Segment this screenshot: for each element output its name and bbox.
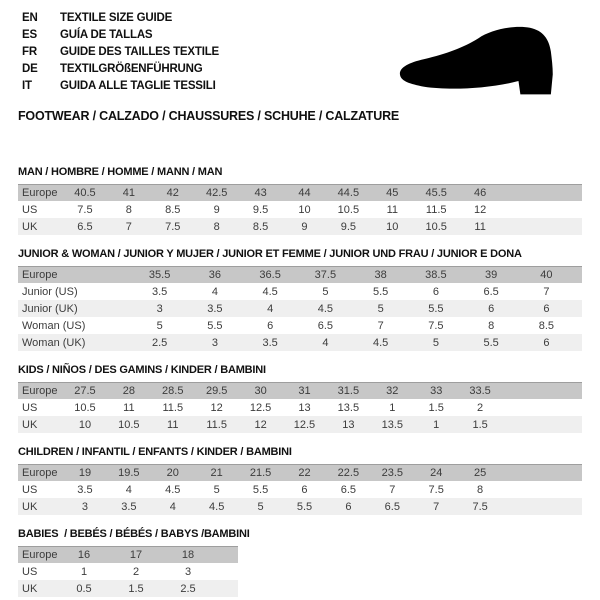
table-row xyxy=(18,382,582,399)
size-cell: 10.5 xyxy=(74,401,96,414)
size-cell: 3 xyxy=(211,336,218,349)
size-cell: 27.5 xyxy=(74,385,96,397)
size-cell: 13.5 xyxy=(381,418,403,431)
size-cell: 33 xyxy=(430,385,443,397)
size-cell: 4 xyxy=(169,500,176,513)
size-cell: 9 xyxy=(301,220,308,233)
language-row xyxy=(22,43,219,60)
size-cell: 19.5 xyxy=(118,467,140,479)
row-label: US xyxy=(22,565,38,578)
size-cell: 5 xyxy=(322,285,329,298)
language-label: GUIDA ALLE TAGLIE TESSILI xyxy=(60,79,216,92)
row-label: Europe xyxy=(22,467,58,479)
size-cell: 36 xyxy=(208,269,221,281)
size-cell: 31.5 xyxy=(337,385,360,397)
size-cell: 5.5 xyxy=(252,483,269,496)
size-cell: 7 xyxy=(377,319,384,332)
language-code: EN xyxy=(22,11,38,24)
size-cell: 6 xyxy=(543,336,550,349)
size-cell: 30 xyxy=(254,385,267,397)
size-cell: 40 xyxy=(540,269,553,281)
category-line: FOOTWEAR / CALZADO / CHAUSSURES / SCHUHE / CALZATURE xyxy=(18,109,400,123)
size-cell: 4.5 xyxy=(372,336,389,349)
row-label: UK xyxy=(22,500,38,513)
size-cell: 28 xyxy=(122,385,135,397)
size-cell: 5.5 xyxy=(372,285,389,298)
table-row xyxy=(18,201,582,218)
size-cell: 21 xyxy=(210,467,223,479)
size-cell: 3 xyxy=(156,302,163,315)
size-cell: 33.5 xyxy=(469,385,491,397)
size-cell: 9.5 xyxy=(252,203,269,216)
size-cell: 6.5 xyxy=(384,500,400,513)
size-table xyxy=(18,266,582,351)
size-table xyxy=(18,184,582,235)
size-cell: 3.5 xyxy=(262,336,278,349)
size-cell: 1.5 xyxy=(472,418,488,431)
row-label: UK xyxy=(22,418,38,431)
size-cell: 8.5 xyxy=(252,220,269,233)
size-cell: 5 xyxy=(257,500,264,513)
size-cell: 44 xyxy=(298,187,311,199)
size-cell: 28.5 xyxy=(162,385,184,397)
size-table-title: BABIES / BEBÉS / BÉBÉS / BABYS /BAMBINI xyxy=(18,528,250,540)
size-cell: 6 xyxy=(301,483,308,496)
size-cell: 29.5 xyxy=(205,385,228,397)
size-cell: 5 xyxy=(377,302,384,315)
size-cell: 5 xyxy=(156,319,163,332)
size-cell: 38.5 xyxy=(425,269,447,281)
size-cell: 4 xyxy=(267,302,274,315)
size-cell: 6.5 xyxy=(340,483,357,496)
size-cell: 44.5 xyxy=(337,187,360,199)
size-table xyxy=(18,464,582,515)
size-table-title: CHILDREN / INFANTIL / ENFANTS / KINDER / BAMBINI xyxy=(18,446,292,458)
size-cell: 41 xyxy=(122,187,135,199)
size-cell: 7 xyxy=(125,220,132,233)
size-cell: 11.5 xyxy=(425,203,447,216)
size-cell: 16 xyxy=(77,549,91,561)
size-cell: 4 xyxy=(322,336,329,349)
size-cell: 17 xyxy=(129,549,143,561)
size-cell: 6 xyxy=(488,302,495,315)
size-cell: 11 xyxy=(123,401,135,414)
size-cell: 11.5 xyxy=(162,401,184,414)
size-cell: 46 xyxy=(473,187,487,199)
table-row xyxy=(18,300,582,317)
size-cell: 38 xyxy=(374,269,387,281)
table-row xyxy=(18,218,582,235)
language-code: FR xyxy=(22,45,37,58)
size-cell: 8 xyxy=(125,203,132,216)
language-code: DE xyxy=(22,62,38,75)
size-cell: 37.5 xyxy=(314,269,337,281)
size-cell: 12 xyxy=(254,418,267,431)
language-list xyxy=(22,9,219,94)
table-row xyxy=(18,399,582,416)
language-code: IT xyxy=(22,79,32,92)
size-cell: 32 xyxy=(386,385,399,397)
size-cell: 20 xyxy=(166,467,179,479)
size-tables xyxy=(18,166,582,597)
row-label: US xyxy=(22,401,38,414)
row-label: US xyxy=(22,483,38,496)
row-label: Junior (UK) xyxy=(22,302,78,315)
size-cell: 6.5 xyxy=(77,220,93,233)
size-cell: 6.5 xyxy=(483,285,499,298)
table-row xyxy=(18,481,582,498)
size-cell: 13.5 xyxy=(337,401,360,414)
size-cell: 12.5 xyxy=(249,401,272,414)
size-cell: 42 xyxy=(166,187,179,199)
row-label: UK xyxy=(22,582,38,595)
language-label: GUIDE DES TAILLES TEXTILE xyxy=(60,45,219,58)
row-label: Europe xyxy=(22,269,58,281)
language-row xyxy=(22,9,219,26)
size-cell: 7.5 xyxy=(77,203,93,216)
size-cell: 13 xyxy=(342,418,355,431)
size-cell: 5.5 xyxy=(296,500,313,513)
size-cell: 42.5 xyxy=(205,187,228,199)
size-table-section-babies xyxy=(18,528,582,597)
size-cell: 39 xyxy=(485,269,498,281)
size-cell: 4 xyxy=(211,285,218,298)
size-cell: 21.5 xyxy=(249,467,272,479)
size-cell: 10.5 xyxy=(337,203,360,216)
row-label: Woman (US) xyxy=(22,319,86,332)
language-row xyxy=(22,26,219,43)
size-cell: 8 xyxy=(488,319,495,332)
table-row xyxy=(18,464,582,481)
table-row xyxy=(18,184,582,201)
size-cell: 6.5 xyxy=(317,319,334,332)
size-cell: 12.5 xyxy=(293,418,316,431)
size-cell: 6 xyxy=(345,500,352,513)
size-cell: 40.5 xyxy=(74,187,96,199)
size-cell: 6 xyxy=(432,285,439,298)
size-cell: 25 xyxy=(473,467,487,479)
size-cell: 5 xyxy=(432,336,439,349)
size-cell: 3.5 xyxy=(151,285,168,298)
size-cell: 6 xyxy=(267,319,274,332)
size-table-title: KIDS / NIÑOS / DES GAMINS / KINDER / BAMBINI xyxy=(18,364,266,376)
size-table-section-kids xyxy=(18,364,582,433)
size-cell: 1.5 xyxy=(428,401,444,414)
size-cell: 18 xyxy=(181,549,195,561)
size-cell: 3.5 xyxy=(121,500,137,513)
size-cell: 4.5 xyxy=(165,483,181,496)
size-cell: 3 xyxy=(81,500,89,513)
size-cell: 4.5 xyxy=(317,302,334,315)
size-cell: 5.5 xyxy=(207,319,223,332)
language-label: GUÍA DE TALLAS xyxy=(60,28,153,41)
size-cell: 7.5 xyxy=(428,483,444,496)
row-label: US xyxy=(22,203,38,216)
size-cell: 36.5 xyxy=(259,269,281,281)
size-table-section-children xyxy=(18,446,582,515)
size-table-title: JUNIOR & WOMAN / JUNIOR Y MUJER / JUNIOR ET FEMME / JUNIOR UND FRAU / JUNIOR E DONA xyxy=(18,248,522,260)
row-label: Europe xyxy=(22,385,58,397)
size-cell: 2.5 xyxy=(151,336,168,349)
size-cell: 22 xyxy=(298,467,311,479)
size-table xyxy=(18,546,238,597)
size-cell: 10.5 xyxy=(425,220,447,233)
row-label: UK xyxy=(22,220,38,233)
size-cell: 4.5 xyxy=(209,500,225,513)
table-row xyxy=(18,580,238,597)
size-cell: 11 xyxy=(167,418,179,431)
size-cell: 2 xyxy=(132,565,140,578)
size-cell: 11 xyxy=(474,220,486,233)
size-cell: 6 xyxy=(543,302,550,315)
size-cell: 1 xyxy=(389,401,396,414)
row-label: Europe xyxy=(22,187,58,199)
shoe-icon xyxy=(392,22,584,102)
row-label: Europe xyxy=(22,549,58,561)
size-cell: 1.5 xyxy=(128,582,144,595)
size-cell: 8 xyxy=(477,483,484,496)
size-cell: 3.5 xyxy=(77,483,93,496)
size-cell: 24 xyxy=(430,467,443,479)
size-cell: 8.5 xyxy=(538,319,555,332)
size-cell: 13 xyxy=(298,401,311,414)
size-cell: 0.5 xyxy=(76,582,92,595)
size-table xyxy=(18,382,582,433)
size-cell: 43 xyxy=(254,187,267,199)
size-cell: 45 xyxy=(386,187,399,199)
size-cell: 4.5 xyxy=(262,285,278,298)
size-cell: 10 xyxy=(78,418,92,431)
size-cell: 3 xyxy=(184,565,192,578)
size-cell: 9 xyxy=(213,203,220,216)
size-cell: 45.5 xyxy=(425,187,447,199)
size-cell: 7 xyxy=(433,500,440,513)
size-cell: 10.5 xyxy=(118,418,140,431)
size-cell: 7 xyxy=(389,483,396,496)
language-code: ES xyxy=(22,28,37,41)
row-label: Junior (US) xyxy=(22,285,78,298)
size-cell: 23.5 xyxy=(381,467,403,479)
size-cell: 9.5 xyxy=(340,220,357,233)
size-cell: 5 xyxy=(213,483,220,496)
size-cell: 7.5 xyxy=(165,220,181,233)
size-cell: 11 xyxy=(386,203,398,216)
size-cell: 2.5 xyxy=(180,582,196,595)
row-label: Woman (UK) xyxy=(22,336,86,349)
size-cell: 4 xyxy=(125,483,132,496)
size-cell: 19 xyxy=(78,467,92,479)
table-row xyxy=(18,416,582,433)
language-row xyxy=(22,77,219,94)
language-row xyxy=(22,60,219,77)
size-cell: 5.5 xyxy=(483,336,499,349)
size-table-section-junior-woman xyxy=(18,248,582,351)
table-row xyxy=(18,563,238,580)
size-cell: 31 xyxy=(298,385,311,397)
size-cell: 12 xyxy=(210,401,223,414)
size-cell: 2 xyxy=(477,401,484,414)
size-cell: 35.5 xyxy=(148,269,171,281)
size-cell: 3.5 xyxy=(207,302,223,315)
size-table-title: MAN / HOMBRE / HOMME / MANN / MAN xyxy=(18,166,223,178)
size-cell: 5.5 xyxy=(428,302,444,315)
size-cell: 22.5 xyxy=(337,467,360,479)
size-cell: 7.5 xyxy=(472,500,488,513)
size-cell: 10 xyxy=(386,220,399,233)
size-cell: 7.5 xyxy=(428,319,444,332)
size-cell: 8.5 xyxy=(165,203,181,216)
table-row xyxy=(18,283,582,300)
size-cell: 8 xyxy=(213,220,220,233)
language-label: TEXTILGRÖßENFÜHRUNG xyxy=(60,62,203,75)
size-cell: 1 xyxy=(80,565,88,578)
table-row xyxy=(18,334,582,351)
size-cell: 10 xyxy=(298,203,311,216)
size-table-section-man xyxy=(18,166,582,235)
table-row xyxy=(18,498,582,515)
size-cell: 7 xyxy=(543,285,550,298)
table-row xyxy=(18,266,582,283)
table-row xyxy=(18,546,238,563)
language-label: TEXTILE SIZE GUIDE xyxy=(60,11,173,24)
size-cell: 12 xyxy=(473,203,487,216)
size-cell: 1 xyxy=(433,418,440,431)
size-cell: 11.5 xyxy=(206,418,227,431)
table-row xyxy=(18,317,582,334)
